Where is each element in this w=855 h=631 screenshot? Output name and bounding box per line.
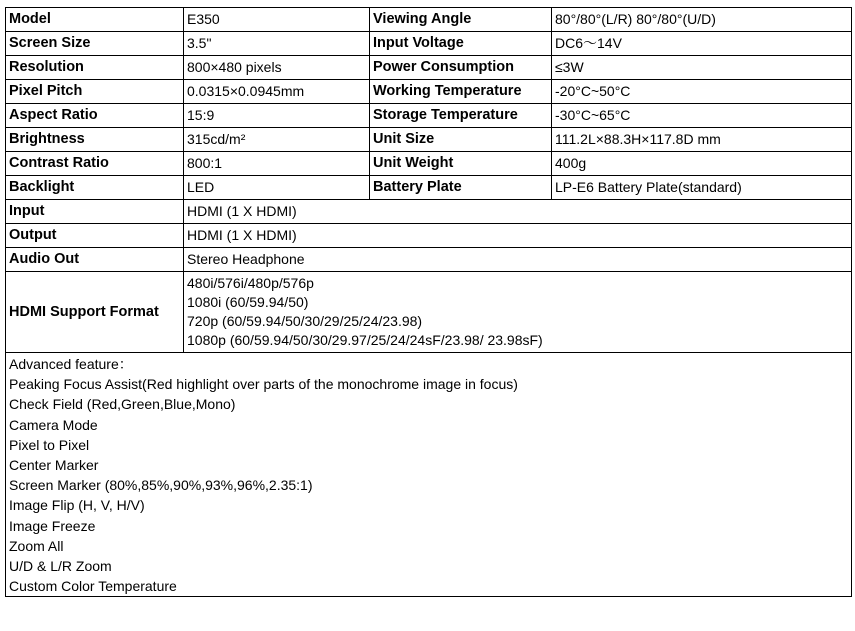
hdmi-format-line: 1080p (60/59.94/50/30/29.97/25/24/24sF/23.98/ 23.98sF)	[187, 332, 543, 348]
hdmi-support-row	[6, 272, 852, 353]
advanced-features-heading: Advanced feature：	[9, 356, 133, 372]
spec-value: DC6～14V	[552, 32, 852, 56]
spec-label: Power Consumption	[370, 56, 552, 80]
spec-value: 315cd/m²	[184, 128, 370, 152]
hdmi-format-line: 1080i (60/59.94/50)	[187, 294, 309, 310]
spec-row	[6, 8, 852, 32]
spec-label: Output	[6, 224, 184, 248]
spec-row-wide	[6, 224, 852, 248]
spec-label: Unit Size	[370, 128, 552, 152]
spec-value: 15:9	[184, 104, 370, 128]
spec-value: 0.0315×0.0945mm	[184, 80, 370, 104]
spec-label: Model	[6, 8, 184, 32]
spec-row	[6, 128, 852, 152]
spec-row	[6, 176, 852, 200]
feature-item: Camera Mode	[9, 416, 98, 433]
spec-label: Input	[6, 200, 184, 224]
feature-item: Custom Color Temperature	[9, 578, 177, 595]
feature-item: Screen Marker (80%,85%,90%,93%,96%,2.35:1)	[9, 477, 313, 494]
spec-value: 800:1	[184, 152, 370, 176]
spec-value: HDMI (1 X HDMI)	[184, 224, 852, 248]
spec-row	[6, 32, 852, 56]
spec-label: Pixel Pitch	[6, 80, 184, 104]
spec-value: E350	[184, 8, 370, 32]
spec-row-wide	[6, 248, 852, 272]
feature-item: Check Field (Red,Green,Blue,Mono)	[9, 396, 236, 413]
hdmi-format-line: 480i/576i/480p/576p	[187, 275, 314, 291]
feature-item: Peaking Focus Assist(Red highlight over parts of the monochrome image in focus)	[9, 376, 518, 393]
spec-label: Aspect Ratio	[6, 104, 184, 128]
spec-value: 800×480 pixels	[184, 56, 370, 80]
spec-sheet	[5, 7, 852, 597]
spec-value: LP-E6 Battery Plate(standard)	[552, 176, 852, 200]
feature-item: U/D & L/R Zoom	[9, 558, 112, 575]
spec-label: Contrast Ratio	[6, 152, 184, 176]
feature-item: Image Flip (H, V, H/V)	[9, 497, 145, 514]
hdmi-support-label: HDMI Support Format	[6, 272, 184, 353]
advanced-features-row	[6, 353, 852, 597]
spec-label: Working Temperature	[370, 80, 552, 104]
feature-item: Zoom All	[9, 537, 64, 554]
spec-label: Viewing Angle	[370, 8, 552, 32]
spec-value: 3.5"	[184, 32, 370, 56]
feature-item: Pixel to Pixel	[9, 436, 90, 453]
spec-value: -30°C~65°C	[552, 104, 852, 128]
spec-value: ≤3W	[552, 56, 852, 80]
spec-label: Backlight	[6, 176, 184, 200]
spec-value: Stereo Headphone	[184, 248, 852, 272]
spec-value: 80°/80°(L/R) 80°/80°(U/D)	[552, 8, 852, 32]
spec-value: HDMI (1 X HDMI)	[184, 200, 852, 224]
spec-row	[6, 104, 852, 128]
spec-label: Screen Size	[6, 32, 184, 56]
spec-row	[6, 80, 852, 104]
feature-item: Center Marker	[9, 457, 99, 474]
spec-value: -20°C~50°C	[552, 80, 852, 104]
feature-item: Image Freeze	[9, 517, 96, 534]
advanced-features-cell	[6, 353, 852, 597]
spec-label: Audio Out	[6, 248, 184, 272]
spec-value: 111.2L×88.3H×117.8D mm	[552, 128, 852, 152]
spec-value: LED	[184, 176, 370, 200]
spec-label: Input Voltage	[370, 32, 552, 56]
spec-label: Storage Temperature	[370, 104, 552, 128]
hdmi-support-formats	[184, 272, 852, 353]
spec-label: Unit Weight	[370, 152, 552, 176]
hdmi-format-line: 720p (60/59.94/50/30/29/25/24/23.98)	[187, 313, 423, 329]
spec-label: Battery Plate	[370, 176, 552, 200]
spec-value: 400g	[552, 152, 852, 176]
spec-table	[5, 7, 852, 597]
spec-label: Brightness	[6, 128, 184, 152]
spec-label: Resolution	[6, 56, 184, 80]
spec-row	[6, 56, 852, 80]
spec-row	[6, 152, 852, 176]
spec-row-wide	[6, 200, 852, 224]
